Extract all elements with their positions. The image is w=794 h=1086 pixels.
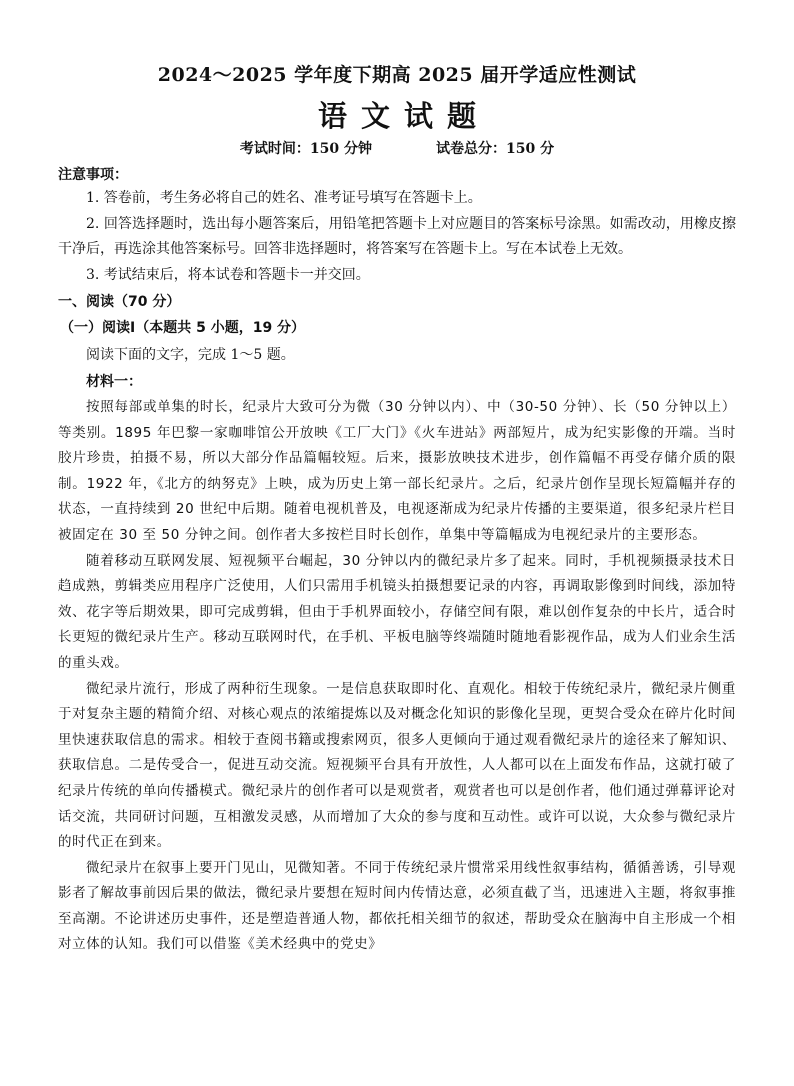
notice-item-1: 1. 答卷前，考生务必将自己的姓名、准考证号填写在答题卡上。 <box>86 190 482 206</box>
reading-instruction: 阅读下面的文字，完成 1～5 题。 <box>86 347 295 363</box>
exam-total-score: 试卷总分：150 分 <box>436 141 555 157</box>
section-heading: 一、阅读（70 分） <box>58 294 181 310</box>
notice-item-2: 2. 回答选择题时，选出每小题答案后，用铅笔把答题卡上对应题目的答案标号涂黑。如需改动，用橡皮擦干净后，再选涂其他答案标号。回答非选择题时，将答案写在答题卡上。写在本试卷上无效。 <box>58 215 736 257</box>
material-label: 材料一： <box>86 374 142 390</box>
exam-time: 考试时间：150 分钟 <box>239 141 372 157</box>
material-paragraph-2: 随着移动互联网发展、短视频平台崛起，30 分钟以内的微纪录片多了起来。同时，手机视频摄录技术日趋成熟，剪辑类应用程序广泛使用，人们只需用手机镜头拍摄想要记录的内容，再调取影像到时间线，添加特效、花字等后期效果，即可完成剪辑，但由于手机界面较小，存储空间有限，难以创作复杂的中长片，适合时长更短的微纪录片生产。移动互联网时代，在手机、平板电脑等终端随时随地看影视作品，成为人们业余生活的重头戏。 <box>58 552 736 671</box>
material-paragraph-4: 微纪录片在叙事上要开门见山，见微知著。不同于传统纪录片惯常采用线性叙事结构，循循善诱，引导观影者了解故事前因后果的做法，微纪录片要想在短时间内传情达意，必须直截了当，迅速进入主题，将叙事推至高潮。不论讲述历史事件，还是塑造普通人物，都依托相关细节的叙述，帮助受众在脑海中自主形成一个相对立体的认知。我们可以借鉴《美术经典中的党史》 <box>58 859 736 953</box>
exam-meta <box>58 138 736 160</box>
notice-item-3: 3. 考试结束后，将本试卷和答题卡一并交回。 <box>86 266 370 283</box>
subject-title: 语文试题 <box>317 99 490 133</box>
sub-section-heading: （一）阅读Ⅰ（本题共 5 小题，19 分） <box>60 320 306 336</box>
notice-block <box>58 164 736 288</box>
material-paragraph-3: 微纪录片流行，形成了两种衍生现象。一是信息获取即时化、直观化。相较于传统纪录片，微纪录片侧重于对复杂主题的精简介绍、对核心观点的浓缩提炼以及对概念化知识的影像化呈现，更契合受众在碎片化时间里快速获取信息的需求。相较于查阅书籍或搜索网页，很多人更倾向于通过观看微纪录片的途径来了解知识、获取信息。二是传受合一，促进互动交流。短视频平台具有开放性，人人都可以在上面发布作品，这就打破了纪录片传统的单向传播模式。微纪录片的创作者可以是观赏者，观赏者也可以是创作者，他们通过弹幕评论对话交流，共同研讨问题，互相激发灵感，从而增加了大众的参与度和互动性。或许可以说，大众参与微纪录片的时代正在到来。 <box>58 680 736 851</box>
notice-heading: 注意事项： <box>58 167 128 183</box>
material-paragraph-1: 按照每部或单集的时长，纪录片大致可分为微（30 分钟以内）、中（30-50 分钟）、长（50 分钟以上）等类别。1895 年巴黎一家咖啡馆公开放映《工厂大门》《火车进站》两部短片，成为纪实影像的开端。当时胶片珍贵，拍摄不易，所以大部分作品篇幅较短。后来，摄影放映技术进步，创作篇幅不再受存储介质的限制。1922 年，《北方的纳努克》上映，成为历史上第一部长纪录片。之后，纪录片创作呈现长短篇幅并存的状态，一直持续到 20 世纪中后期。随着电视机普及，电视逐渐成为纪录片传播的主要渠道，很多纪录片栏目被固定在 30 至 50 分钟之间。创作者大多按栏目时长创作，单集中等篇幅成为电视纪录片的主要形态。 <box>58 399 736 543</box>
exam-title: 2024～2025 学年度下期高 2025 届开学适应性测试 <box>157 64 637 86</box>
reading-section <box>58 290 736 958</box>
